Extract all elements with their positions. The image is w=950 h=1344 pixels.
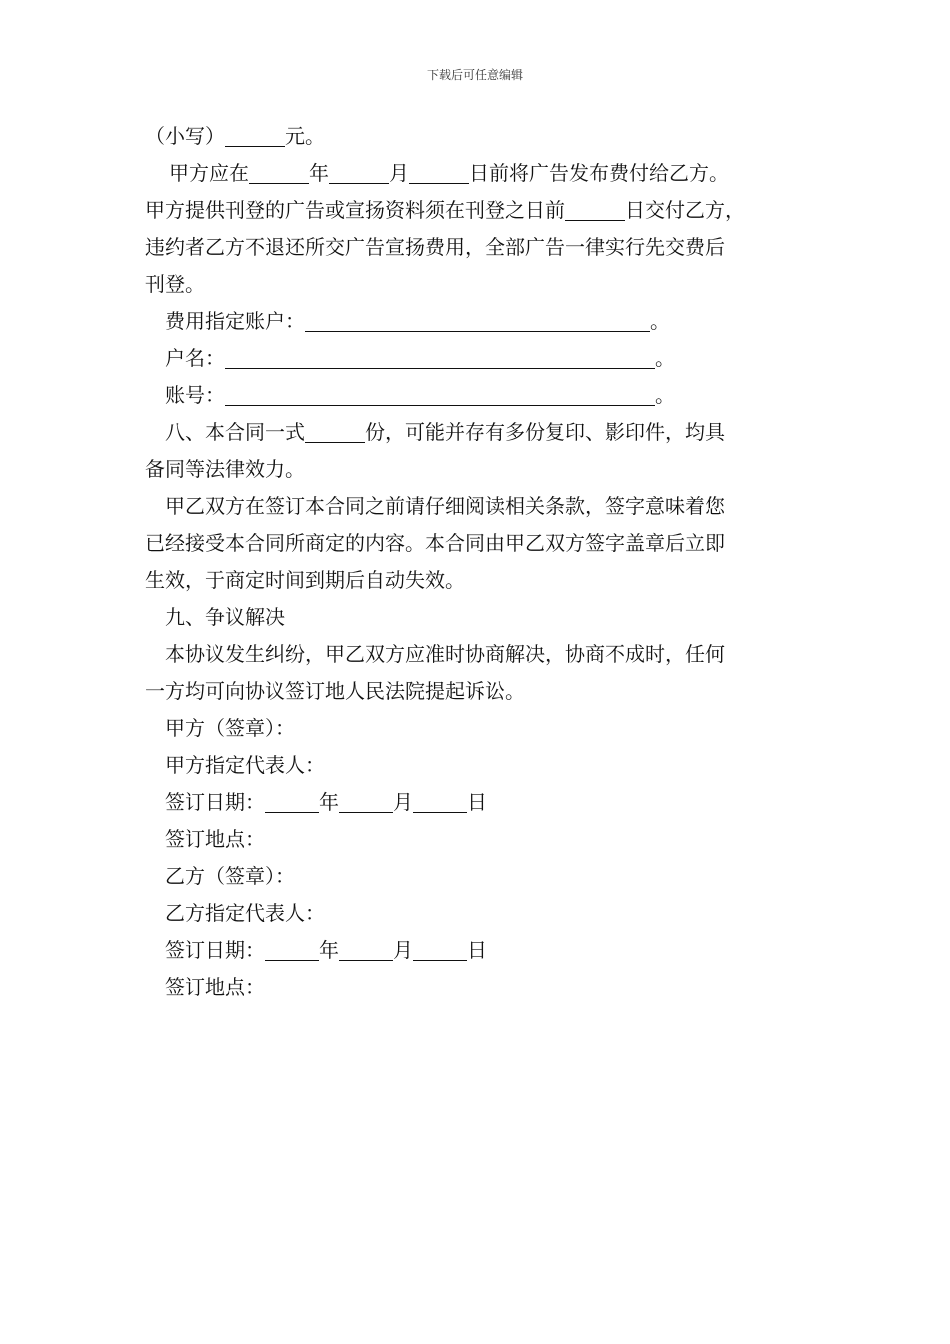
day-blank xyxy=(409,161,469,184)
amount-blank xyxy=(225,124,285,147)
account-number-blank xyxy=(225,383,655,406)
line-account-name xyxy=(145,340,810,377)
text-segment: 。 xyxy=(650,309,670,333)
year-label: 年 xyxy=(319,790,339,814)
copies-blank xyxy=(305,420,365,443)
year-blank xyxy=(249,161,309,184)
days-blank xyxy=(565,198,625,221)
line-text: 已经接受本合同所商定的内容。本合同由甲乙双方签字盖章后立即 xyxy=(145,531,725,555)
line-material-delivery xyxy=(145,192,810,229)
text-segment: 份，可能并存有多份复印、影印件，均具 xyxy=(365,420,725,444)
party-b-sign-date xyxy=(145,932,810,969)
text-segment: 户名： xyxy=(165,346,225,370)
month-blank xyxy=(339,790,393,813)
text-segment: 日前将广告发布费付给乙方。 xyxy=(469,161,729,185)
line-account-number xyxy=(145,377,810,414)
account-name-blank xyxy=(225,346,655,369)
year-blank xyxy=(265,790,319,813)
year-blank xyxy=(265,938,319,961)
text-segment: 。 xyxy=(655,383,675,407)
line-text: 本协议发生纠纷，甲乙双方应准时协商解决，协商不成时，任何 xyxy=(165,642,725,666)
page-header: 下载后可任意编辑 xyxy=(426,68,523,82)
line-text: 刊登。 xyxy=(145,272,205,296)
line-text: 甲乙双方在签订本合同之前请仔细阅读相关条款，签字意味着您 xyxy=(165,494,725,518)
line-amount-small xyxy=(145,118,810,155)
day-blank xyxy=(413,938,467,961)
line-text: 违约者乙方不退还所交广告宣扬费用，全部广告一律实行先交费后 xyxy=(145,235,725,259)
day-blank xyxy=(413,790,467,813)
party-b-seal: 乙方（签章）： xyxy=(165,864,295,888)
day-label: 日 xyxy=(467,938,487,962)
text-segment: （小写） xyxy=(145,124,225,148)
line-text: 备同等法律效力。 xyxy=(145,457,305,481)
line-text: 生效，于商定时间到期后自动失效。 xyxy=(145,568,465,592)
party-b-representative: 乙方指定代表人： xyxy=(165,901,325,925)
day-label: 日 xyxy=(467,790,487,814)
text-segment: 年 xyxy=(309,161,329,185)
month-blank xyxy=(339,938,393,961)
date-label: 签订日期： xyxy=(165,938,265,962)
line-clause-eight xyxy=(145,414,810,451)
contract-body xyxy=(145,118,810,1006)
month-blank xyxy=(329,161,389,184)
year-label: 年 xyxy=(319,938,339,962)
date-label: 签订日期： xyxy=(165,790,265,814)
text-segment: 日交付乙方， xyxy=(625,198,745,222)
text-segment: 八、本合同一式 xyxy=(165,420,305,444)
party-a-sign-date xyxy=(145,784,810,821)
text-segment: 费用指定账户： xyxy=(165,309,305,333)
line-fee-account xyxy=(145,303,810,340)
text-segment: 甲方应在 xyxy=(169,161,249,185)
text-segment: 账号： xyxy=(165,383,225,407)
text-segment: 元。 xyxy=(285,124,325,148)
party-a-representative: 甲方指定代表人： xyxy=(165,753,325,777)
line-payment-date xyxy=(145,155,810,192)
month-label: 月 xyxy=(393,938,413,962)
text-segment: 。 xyxy=(655,346,675,370)
month-label: 月 xyxy=(393,790,413,814)
text-segment: 月 xyxy=(389,161,409,185)
text-segment: 甲方提供刊登的广告或宣扬资料须在刊登之日前 xyxy=(145,198,565,222)
line-text: 一方均可向协议签订地人民法院提起诉讼。 xyxy=(145,679,525,703)
section-heading-dispute: 九、争议解决 xyxy=(165,605,285,629)
party-a-seal: 甲方（签章）： xyxy=(165,716,295,740)
party-a-sign-place: 签订地点： xyxy=(165,827,265,851)
account-blank xyxy=(305,309,650,332)
party-b-sign-place: 签订地点： xyxy=(165,975,265,999)
